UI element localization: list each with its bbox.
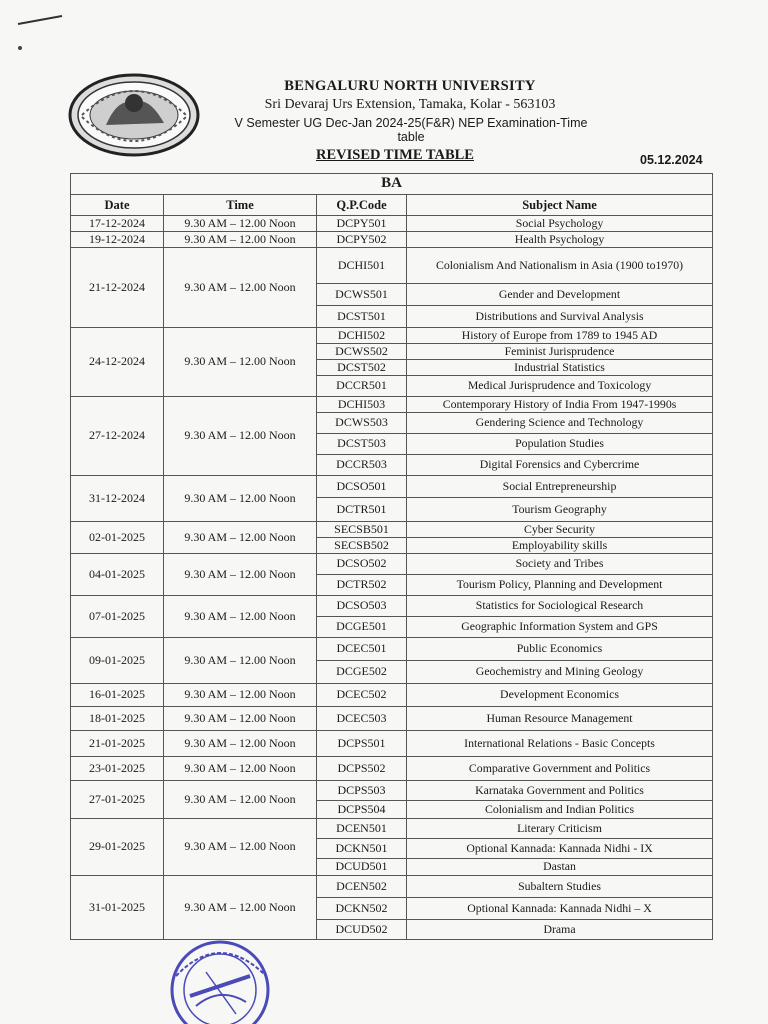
table-row: [71, 522, 713, 538]
university-logo-icon: [68, 73, 200, 157]
date-cell: 18-01-2025: [71, 707, 164, 731]
subject-cell: Industrial Statistics: [407, 360, 713, 376]
table-row: [71, 596, 713, 617]
evaluation-seal-icon: [166, 936, 284, 1024]
ink-dot: [18, 46, 22, 50]
qp-code-cell: DCUD501: [317, 859, 407, 876]
subject-cell: Social Entrepreneurship: [407, 476, 713, 498]
date-cell: 21-12-2024: [71, 248, 164, 328]
subject-cell: Optional Kannada: Kannada Nidhi – X: [407, 898, 713, 920]
time-cell: 9.30 AM – 12.00 Noon: [164, 731, 317, 757]
date-cell: 09-01-2025: [71, 638, 164, 684]
date-cell: 04-01-2025: [71, 554, 164, 596]
table-row: [71, 638, 713, 661]
subject-cell: Tourism Geography: [407, 498, 713, 522]
date-cell: 31-01-2025: [71, 876, 164, 940]
table-row: [71, 397, 713, 413]
exam-title: V Semester UG Dec-Jan 2024-25(F&R) NEP Examination-Time table: [234, 116, 588, 144]
qp-code-cell: DCUD502: [317, 920, 407, 940]
time-cell: 9.30 AM – 12.00 Noon: [164, 554, 317, 596]
qp-code-cell: DCKN501: [317, 839, 407, 859]
time-cell: 9.30 AM – 12.00 Noon: [164, 248, 317, 328]
subject-cell: Cyber Security: [407, 522, 713, 538]
subject-cell: Digital Forensics and Cybercrime: [407, 455, 713, 476]
subject-cell: Population Studies: [407, 434, 713, 455]
qp-code-cell: DCEC502: [317, 684, 407, 707]
subject-cell: Subaltern Studies: [407, 876, 713, 898]
table-row: [71, 731, 713, 757]
date-cell: 19-12-2024: [71, 232, 164, 248]
qp-code-cell: DCEN502: [317, 876, 407, 898]
column-header-subject: Subject Name: [407, 195, 713, 216]
subject-cell: International Relations - Basic Concepts: [407, 731, 713, 757]
qp-code-cell: DCPS504: [317, 801, 407, 819]
time-cell: 9.30 AM – 12.00 Noon: [164, 216, 317, 232]
qp-code-cell: DCGE502: [317, 661, 407, 684]
qp-code-cell: DCSO502: [317, 554, 407, 575]
time-cell: 9.30 AM – 12.00 Noon: [164, 522, 317, 554]
time-cell: 9.30 AM – 12.00 Noon: [164, 757, 317, 781]
subject-cell: Employability skills: [407, 538, 713, 554]
time-cell: 9.30 AM – 12.00 Noon: [164, 781, 317, 819]
date-cell: 24-12-2024: [71, 328, 164, 397]
qp-code-cell: DCTR502: [317, 575, 407, 596]
date-cell: 07-01-2025: [71, 596, 164, 638]
subject-cell: Colonialism And Nationalism in Asia (1900 to1970): [407, 248, 713, 284]
program-heading: BA: [71, 174, 713, 195]
table-row: [71, 684, 713, 707]
qp-code-cell: DCKN502: [317, 898, 407, 920]
qp-code-cell: DCEC501: [317, 638, 407, 661]
qp-code-cell: DCCR501: [317, 376, 407, 397]
table-row: [71, 216, 713, 232]
time-cell: 9.30 AM – 12.00 Noon: [164, 328, 317, 397]
qp-code-cell: DCCR503: [317, 455, 407, 476]
date-cell: 27-01-2025: [71, 781, 164, 819]
date-cell: 17-12-2024: [71, 216, 164, 232]
qp-code-cell: DCHI501: [317, 248, 407, 284]
subject-cell: Geochemistry and Mining Geology: [407, 661, 713, 684]
time-cell: 9.30 AM – 12.00 Noon: [164, 876, 317, 940]
date-cell: 27-12-2024: [71, 397, 164, 476]
subject-cell: Colonialism and Indian Politics: [407, 801, 713, 819]
subject-cell: Drama: [407, 920, 713, 940]
time-cell: 9.30 AM – 12.00 Noon: [164, 638, 317, 684]
column-header-code: Q.P.Code: [317, 195, 407, 216]
date-cell: 23-01-2025: [71, 757, 164, 781]
qp-code-cell: DCSO503: [317, 596, 407, 617]
qp-code-cell: DCPY501: [317, 216, 407, 232]
table-row: [71, 328, 713, 344]
time-cell: 9.30 AM – 12.00 Noon: [164, 707, 317, 731]
qp-code-cell: DCST501: [317, 306, 407, 328]
subject-cell: Geographic Information System and GPS: [407, 617, 713, 638]
subject-cell: History of Europe from 1789 to 1945 AD: [407, 328, 713, 344]
subject-cell: Optional Kannada: Kannada Nidhi - IX: [407, 839, 713, 859]
subject-cell: Gender and Development: [407, 284, 713, 306]
table-row: [71, 876, 713, 898]
qp-code-cell: DCPY502: [317, 232, 407, 248]
university-address: Sri Devaraj Urs Extension, Tamaka, Kolar - 563103: [264, 97, 556, 112]
table-title: REVISED TIME TABLE: [316, 147, 474, 163]
timetable-body: [71, 216, 713, 940]
qp-code-cell: SECSB501: [317, 522, 407, 538]
table-row: [71, 707, 713, 731]
qp-code-cell: DCHI502: [317, 328, 407, 344]
qp-code-cell: DCWS501: [317, 284, 407, 306]
subject-cell: Tourism Policy, Planning and Development: [407, 575, 713, 596]
qp-code-cell: DCWS503: [317, 413, 407, 434]
exam-timetable: [70, 173, 713, 940]
table-row: [71, 554, 713, 575]
pen-mark: [16, 14, 64, 26]
qp-code-cell: DCPS503: [317, 781, 407, 801]
subject-cell: Literary Criticism: [407, 819, 713, 839]
date-cell: 31-12-2024: [71, 476, 164, 522]
time-cell: 9.30 AM – 12.00 Noon: [164, 819, 317, 876]
date-cell: 21-01-2025: [71, 731, 164, 757]
table-row: [71, 819, 713, 839]
document-header: [200, 78, 600, 164]
document-date: 05.12.2024: [640, 153, 703, 167]
subject-cell: Distributions and Survival Analysis: [407, 306, 713, 328]
subject-cell: Statistics for Sociological Research: [407, 596, 713, 617]
subject-cell: Social Psychology: [407, 216, 713, 232]
time-cell: 9.30 AM – 12.00 Noon: [164, 596, 317, 638]
subject-cell: Feminist Jurisprudence: [407, 344, 713, 360]
table-row: [71, 781, 713, 801]
date-cell: 16-01-2025: [71, 684, 164, 707]
table-row: [71, 232, 713, 248]
subject-cell: Dastan: [407, 859, 713, 876]
time-cell: 9.30 AM – 12.00 Noon: [164, 476, 317, 522]
subject-cell: Comparative Government and Politics: [407, 757, 713, 781]
qp-code-cell: DCEN501: [317, 819, 407, 839]
table-row: [71, 476, 713, 498]
time-cell: 9.30 AM – 12.00 Noon: [164, 232, 317, 248]
subject-cell: Development Economics: [407, 684, 713, 707]
qp-code-cell: DCPS501: [317, 731, 407, 757]
qp-code-cell: DCPS502: [317, 757, 407, 781]
qp-code-cell: DCST503: [317, 434, 407, 455]
subject-cell: Karnataka Government and Politics: [407, 781, 713, 801]
table-row: [71, 248, 713, 284]
subject-cell: Gendering Science and Technology: [407, 413, 713, 434]
time-cell: 9.30 AM – 12.00 Noon: [164, 684, 317, 707]
qp-code-cell: DCEC503: [317, 707, 407, 731]
subject-cell: Health Psychology: [407, 232, 713, 248]
column-header-date: Date: [71, 195, 164, 216]
date-cell: 02-01-2025: [71, 522, 164, 554]
qp-code-cell: DCGE501: [317, 617, 407, 638]
column-header-time: Time: [164, 195, 317, 216]
qp-code-cell: DCWS502: [317, 344, 407, 360]
qp-code-cell: DCTR501: [317, 498, 407, 522]
date-cell: 29-01-2025: [71, 819, 164, 876]
qp-code-cell: DCST502: [317, 360, 407, 376]
university-name: BENGALURU NORTH UNIVERSITY: [284, 78, 536, 94]
qp-code-cell: SECSB502: [317, 538, 407, 554]
subject-cell: Contemporary History of India From 1947-1990s: [407, 397, 713, 413]
subject-cell: Public Economics: [407, 638, 713, 661]
subject-cell: Human Resource Management: [407, 707, 713, 731]
subject-cell: Society and Tribes: [407, 554, 713, 575]
table-row: [71, 757, 713, 781]
qp-code-cell: DCHI503: [317, 397, 407, 413]
qp-code-cell: DCSO501: [317, 476, 407, 498]
time-cell: 9.30 AM – 12.00 Noon: [164, 397, 317, 476]
subject-cell: Medical Jurisprudence and Toxicology: [407, 376, 713, 397]
